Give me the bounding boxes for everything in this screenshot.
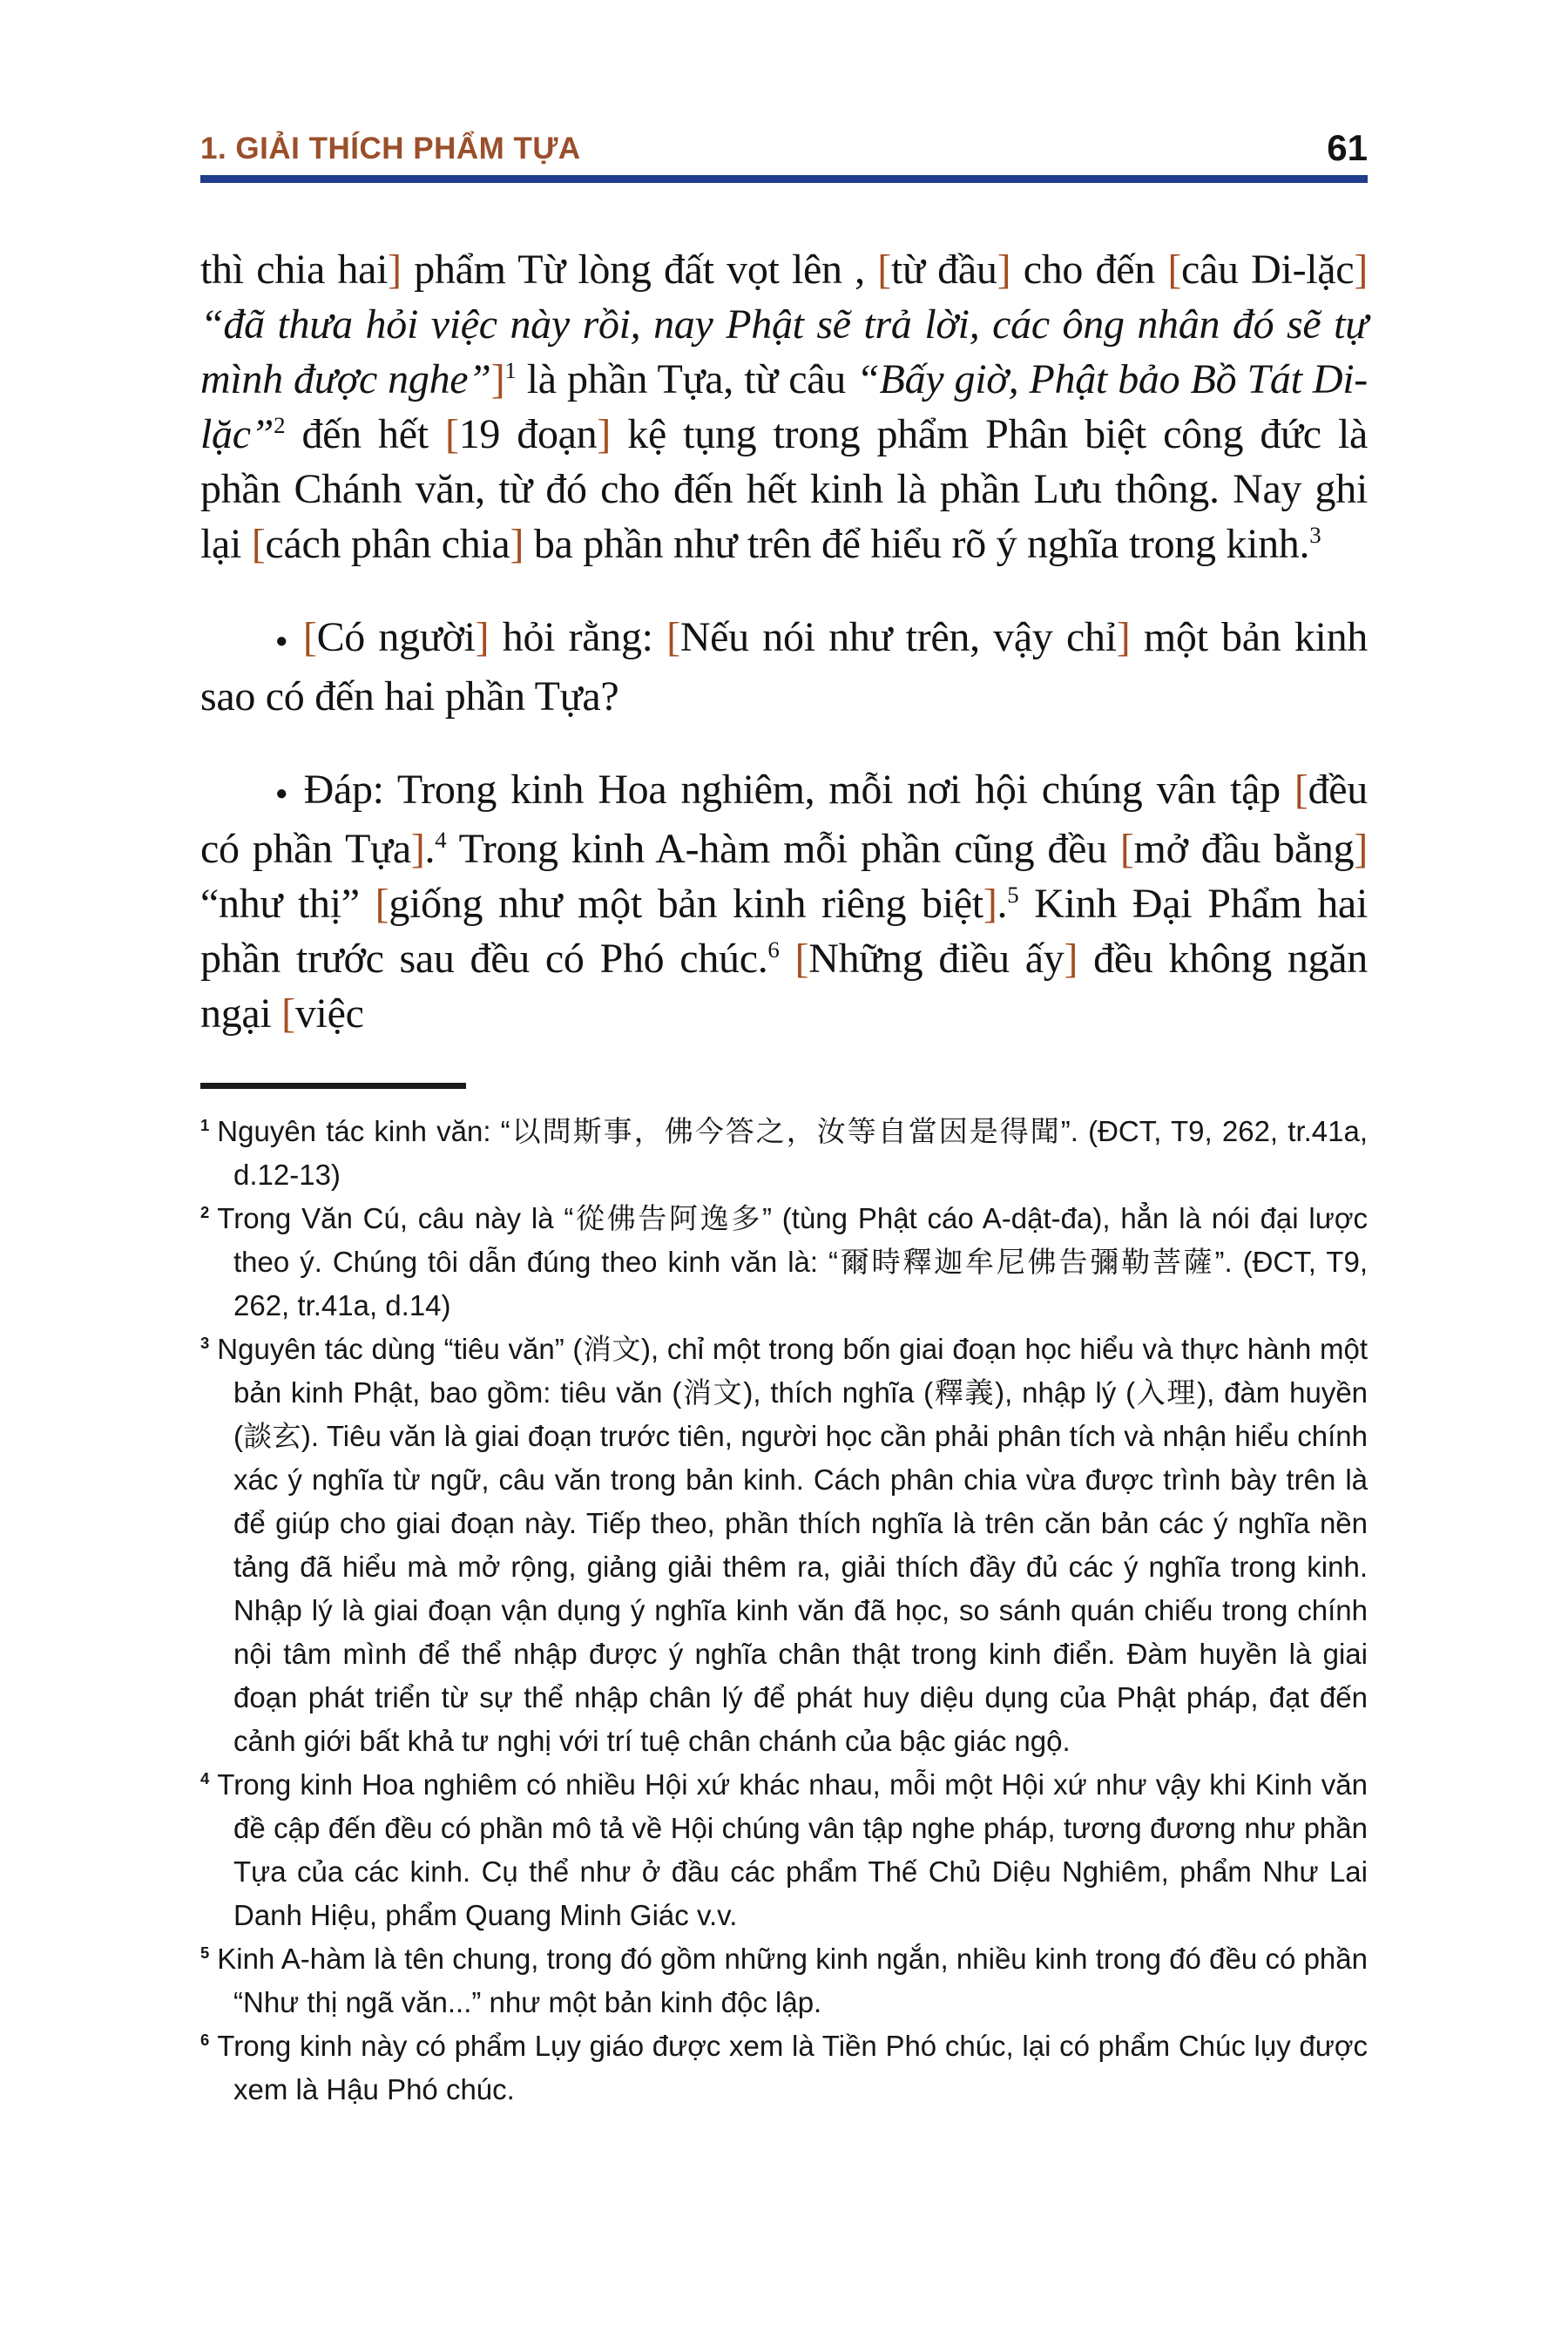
editorial-bracket: [ — [877, 247, 891, 293]
text-run: ba phần như trên để hiểu rõ ý nghĩa trong kinh. — [524, 521, 1310, 567]
editorial-bracket: ] — [490, 356, 505, 402]
bullet-marker: ● — [275, 630, 291, 653]
editorial-bracket: [ — [445, 411, 459, 457]
page-number: 61 — [1327, 127, 1368, 168]
text-run: Những điều ấy — [808, 936, 1064, 983]
text-run: là phần Tựa, từ câu — [516, 356, 857, 402]
editorial-bracket: ] — [597, 411, 612, 457]
bullet-marker: ● — [275, 782, 292, 806]
footnote-ref: 4 — [435, 827, 447, 854]
editorial-bracket: ] — [1354, 247, 1368, 293]
editorial-bracket: ] — [475, 614, 490, 660]
text-run: ). Tiêu văn là giai đoạn trước tiên, người học cần phải phân tích và nhận hiểu chính xác ý nghĩa từ ngữ, câu văn trong bản kinh. Cách phân chia vừa được trình bày trên là để giúp cho giai đoạn này. Tiếp theo, phần thích nghĩa là trên căn bản các ý nghĩa nền tảng đã hiểu mà mở rộng, giảng giải thêm ra, giải thích đầy đủ các ý nghĩa trong kinh. Nhập lý là giai đoạn vận dụng ý nghĩa kinh văn đã học, so sánh quán chiếu trong chính nội tâm mình để thể nhập được ý nghĩa chân thật trong kinh điển. Đàm huyền là giai đoạn phát triển từ sự thể nhập chân lý để phát huy diệu dụng của Phật pháp, đạt đến cảnh giới bất khả tư nghị với trí tuệ chân chánh của bậc giác ngộ. — [233, 1420, 1369, 1758]
editorial-bracket: [ — [375, 881, 389, 928]
cjk-text: 釋義 — [933, 1375, 996, 1410]
text-run: 19 đoạn — [458, 411, 598, 457]
editorial-bracket: [ — [794, 936, 809, 983]
footnote-ref: 1 — [504, 357, 517, 383]
text-run: Trong kinh A-hàm mỗi phần cũng đều — [446, 826, 1120, 873]
page-header — [200, 129, 1368, 183]
text-run: việc — [294, 990, 364, 1037]
text-run: . — [424, 826, 436, 873]
text-run: ), chỉ một trong bốn giai đoạn học hiểu và thực hành một bản kinh Phật, bao gồm: tiêu văn ( — [233, 1333, 1368, 1409]
editorial-bracket: [ — [1119, 826, 1134, 873]
cjk-text: 入理 — [1135, 1375, 1198, 1410]
text-run: hỏi rằng: — [489, 614, 667, 660]
text-run: mở đầu bằng — [1133, 826, 1355, 873]
editorial-bracket: ] — [983, 881, 997, 928]
editorial-bracket: [ — [281, 990, 295, 1037]
text-run: Đáp: Trong kinh Hoa nghiêm, mỗi nơi hội chúng vân tập — [303, 767, 1294, 814]
running-header-title: 1. GIẢI THÍCH PHẨM TỰA — [200, 132, 581, 166]
editorial-bracket: [ — [302, 614, 317, 660]
body-paragraph — [200, 762, 1368, 1041]
footnote — [200, 1763, 1368, 1937]
text-run: . — [997, 881, 1008, 928]
editorial-bracket: ] — [997, 247, 1011, 293]
footnote-ref: 6 — [767, 936, 780, 963]
text-run: Kinh Đại Phẩm hai phần trước sau đều có Phó chúc. — [200, 881, 1368, 983]
running-head — [200, 129, 1368, 167]
footnote — [200, 1197, 1368, 1328]
body-text — [200, 242, 1368, 1041]
text-run: đến hết — [285, 411, 445, 457]
text-run: câu Di-lặc — [1181, 247, 1355, 293]
editorial-bracket: [ — [1167, 247, 1182, 293]
text-run: Có người — [316, 614, 476, 660]
text-run: cho đến — [1010, 247, 1168, 293]
footnote-ref: 2 — [274, 412, 286, 438]
editorial-bracket: ] — [510, 521, 524, 567]
footnote — [200, 1328, 1368, 1763]
footnotes-section — [200, 1110, 1368, 2112]
body-paragraph — [200, 242, 1368, 571]
text-run: ), thích nghĩa ( — [743, 1376, 934, 1409]
text-run: ” (tùng Phật cáo A-dật-đa), hẳn là nói đại lược theo ý. Chúng tôi dẫn đúng theo kinh văn là: “ — [233, 1202, 1368, 1279]
footnote — [200, 2024, 1368, 2112]
cjk-text: 談玄 — [243, 1419, 301, 1454]
body-paragraph — [200, 610, 1368, 724]
text-run: Trong kinh này có phẩm Lụy giáo được xem là Tiền Phó chúc, lại có phẩm Chúc lụy được xem là Hậu Phó chúc. — [217, 2030, 1368, 2106]
footnote — [200, 1110, 1368, 1197]
text-run: đều không ngăn ngại — [200, 936, 1368, 1037]
text-run: một bản kinh sao có đến hai phần Tựa? — [200, 614, 1368, 720]
footnote-marker: 1 — [200, 1116, 210, 1135]
text-run: Nếu nói như trên, vậy chỉ — [679, 614, 1117, 660]
footnote-ref: 5 — [1007, 882, 1019, 909]
text-run — [780, 936, 795, 982]
footnote-marker: 3 — [200, 1334, 210, 1353]
text-run: giống như một bản kinh riêng biệt — [389, 881, 983, 928]
editorial-bracket: ] — [1354, 826, 1368, 873]
header-rule — [200, 175, 1368, 183]
footnote-ref: 3 — [1309, 522, 1321, 548]
editorial-bracket: [ — [1294, 767, 1308, 814]
text-run: “đã thưa hỏi việc này rồi, nay Phật sẽ trả lời, các ông nhân đó sẽ tự mình được nghe” — [200, 301, 1368, 402]
cjk-text: 以問斯事，佛今答之，汝等自當因是得聞 — [510, 1114, 1061, 1149]
text-run: “như thị” — [200, 881, 375, 928]
editorial-bracket: ] — [388, 247, 402, 293]
text-run: “Bấy giờ, Phật bảo Bồ Tát Di-lặc” — [200, 356, 1368, 457]
editorial-bracket: ] — [1116, 614, 1131, 660]
cjk-text: 從佛告阿逸多 — [573, 1201, 762, 1236]
text-run: kệ tụng trong phẩm Phân biệt công đức là phần Chánh văn, từ đó cho đến hết kinh là phần Lưu thông. Nay ghi lại — [200, 411, 1369, 567]
text-run: Trong Văn Cú, câu này là “ — [217, 1202, 574, 1235]
text-run: ”. (ĐCT, T9, 262, tr.41a, d.14) — [233, 1246, 1368, 1322]
text-run: Kinh A-hàm là tên chung, trong đó gồm những kinh ngắn, nhiều kinh trong đó đều có phần “Như thị ngã văn...” như một bản kinh độc lập. — [217, 1943, 1368, 2019]
text-run: cách phân chia — [265, 521, 510, 567]
text-run: đều có phần Tựa — [200, 767, 1368, 873]
editorial-bracket: ] — [410, 826, 425, 873]
cjk-text: 爾時釋迦牟尼佛告彌勒菩薩 — [838, 1245, 1215, 1280]
cjk-text: 消文 — [582, 1332, 642, 1367]
footnote-marker: 5 — [200, 1943, 210, 1963]
text-run: từ đầu — [890, 247, 997, 293]
text-run: ), nhập lý ( — [995, 1376, 1136, 1409]
footnote-marker: 2 — [200, 1203, 210, 1222]
editorial-bracket: [ — [666, 614, 680, 660]
footnote-divider — [200, 1083, 466, 1089]
text-run: Nguyên tác dùng “tiêu văn” ( — [217, 1333, 583, 1366]
footnote — [200, 1937, 1368, 2024]
text-run: Trong kinh Hoa nghiêm có nhiều Hội xứ khác nhau, mỗi một Hội xứ như vậy khi Kinh văn đề cập đến đều có phần mô tả về Hội chúng vân tập nghe pháp, tương đương như phần Tựa của các kinh. Cụ thể như ở đầu các phẩm Thế Chủ Diệu Nghiêm, phẩm Như Lai Danh Hiệu, phẩm Quang Minh Giác v.v. — [217, 1768, 1368, 1932]
editorial-bracket: [ — [251, 521, 266, 567]
text-run: ), đàm huyền ( — [233, 1376, 1369, 1453]
text-run: phẩm Từ lòng đất vọt lên , — [401, 247, 878, 293]
footnote-marker: 6 — [200, 2031, 210, 2050]
editorial-bracket: ] — [1064, 936, 1078, 983]
footnote-marker: 4 — [200, 1769, 210, 1788]
text-run: Nguyên tác kinh văn: “ — [217, 1115, 510, 1148]
text-run: thì chia hai — [200, 247, 389, 293]
text-run: ”. (ĐCT, T9, 262, tr.41a, d.12-13) — [233, 1115, 1369, 1192]
cjk-text: 消文 — [681, 1375, 744, 1410]
